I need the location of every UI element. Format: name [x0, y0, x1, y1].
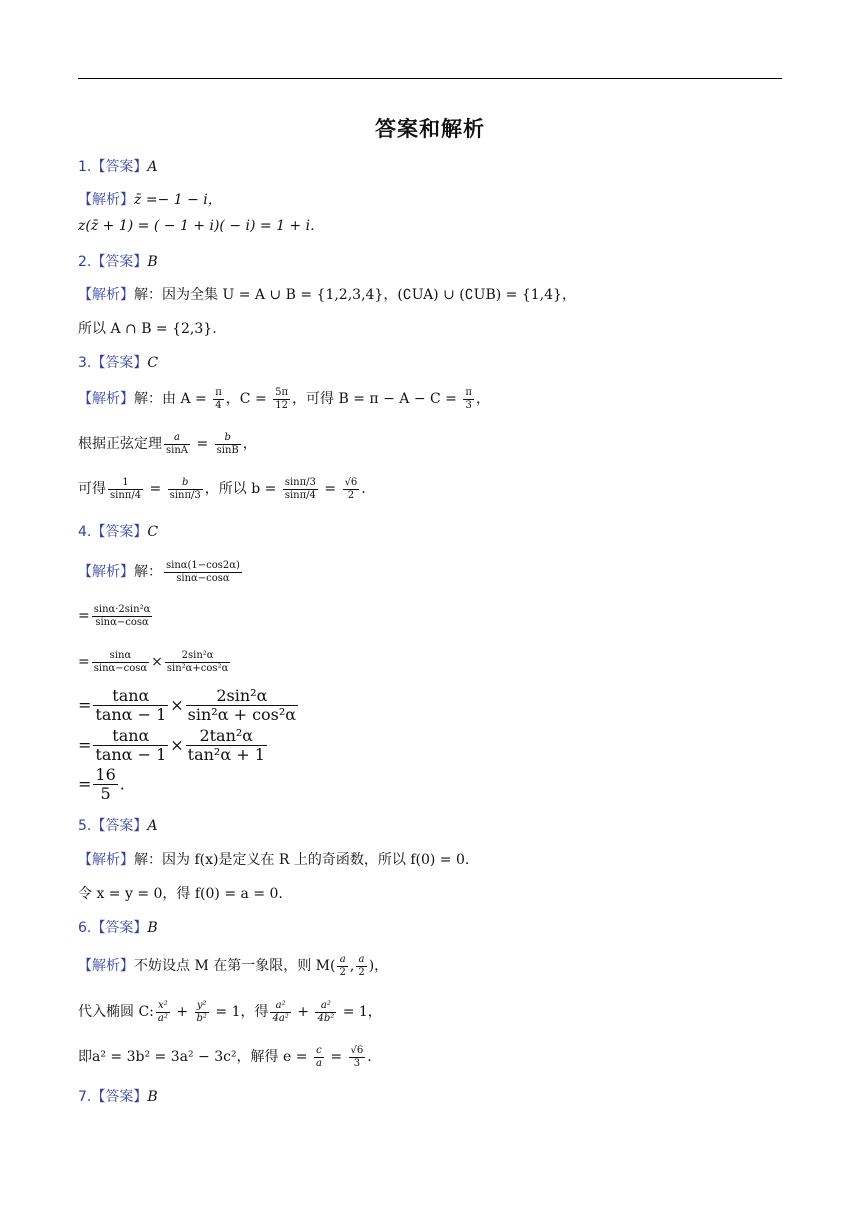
q5-analysis-line1: 【解析】解：因为 f(x)是定义在 R 上的奇函数，所以 f(0) = 0. — [78, 852, 470, 868]
q3-answer: 3.【答案】C — [78, 355, 159, 371]
q5-analysis-line2: 令 x = y = 0，得 f(0) = a = 0. — [78, 886, 283, 902]
q4-step4: = $\frac{\tan\alpha}{\tan\alpha - 1}$ × $\frac{\text{2sin²α}}{\text{sin²α + cos²α}}$ — [78, 686, 297, 725]
q4-step2: = $\frac{\text{sinα·2sin²α}}{\sin\alpha-\cos\alpha}$ — [78, 604, 151, 628]
q1-answer: 1.【答案】A — [78, 159, 158, 175]
q1-analysis-line1: 【解析】z̄ =− 1 − i， — [78, 192, 222, 208]
q2-analysis-line1: 【解析】解：因为全集 U = A ∪ B = {1,2,3,4}，(∁UA) ∪ (∁UB) = {1,4}， — [78, 287, 576, 303]
q4-step3: = $\frac{\sin\alpha}{\sin\alpha-\cos\alpha}$ × $\frac{\text{2sin²α}}{\text{sin²α+cos²α}}$ — [78, 650, 229, 674]
q6-analysis-line3: 即a² = 3b² = 3a² − 3c²，解得 e = $\frac{c}{a}$ = $\frac{√6}{3}$ . — [78, 1045, 372, 1069]
q4-step5: = $\frac{\tan\alpha}{\tan\alpha - 1}$ × $\frac{\text{2tan²α}}{\text{tan²α + 1}}$ — [78, 726, 265, 765]
q2-answer: 2.【答案】B — [78, 254, 158, 270]
q2-analysis-line2: 所以 A ∩ B = {2,3}. — [78, 321, 217, 337]
q7-answer: 7.【答案】B — [78, 1089, 158, 1105]
q3-analysis-line3: 可得 $\frac{1}{\sin\pi/4}$ = $\frac{b}{\sin\pi/3}$ ，所以 b = $\frac{\sin\pi/3}{\sin\pi/4}$ = $\frac{√6}{2}$ . — [78, 477, 366, 501]
q6-analysis-line2: 代入椭圆 C: $\frac{\text{x²}}{\text{a²}}$ + $\frac{\text{y²}}{\text{b²}}$ = 1，得 $\frac{\text{a²}}{\text{4a²}}$ + $\frac{\text{a²}}{\text{4b²}}$ = 1， — [78, 1000, 382, 1024]
q5-answer: 5.【答案】A — [78, 818, 158, 834]
q4-analysis-line1: 【解析】解： $\frac{\sin\alpha(1-\cos 2\alpha)}{\sin\alpha-\cos\alpha}$ — [78, 560, 240, 584]
q6-answer: 6.【答案】B — [78, 920, 158, 936]
q6-analysis-line1: 【解析】不妨设点 M 在第一象限，则 M( $\frac{a}{2}$ , $\frac{a}{2}$ )， — [78, 954, 389, 978]
q4-answer: 4.【答案】C — [78, 524, 159, 540]
q3-analysis-line2: 根据正弦定理 $\frac{a}{\sin A}$ = $\frac{b}{\sin B}$ ， — [78, 432, 257, 456]
q3-analysis-line1: 【解析】解：由 A = $\frac{\pi}{4}$ ，C = $\frac{5\pi}{12}$ ，可得 B = π − A − C = $\frac{\pi}{3}$ ， — [78, 387, 490, 411]
header-rule — [78, 78, 782, 79]
page-title: 答案和解析 — [375, 117, 485, 141]
q4-step6: = $\frac{16}{5}$ . — [78, 765, 125, 804]
q1-analysis-line2: z(z̄ + 1) = ( − 1 + i)( − i) = 1 + i. — [78, 218, 315, 234]
